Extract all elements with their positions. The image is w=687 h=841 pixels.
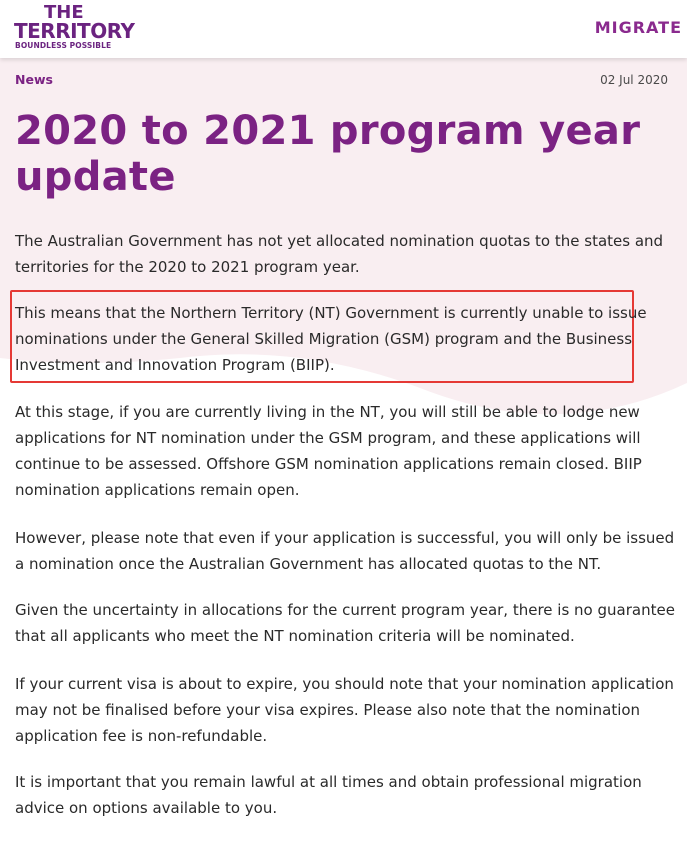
territory-logo[interactable]: [14, 2, 135, 52]
article-category[interactable]: News: [15, 72, 53, 87]
site-header: [0, 0, 687, 58]
logo-text-territory: TERRITORY: [14, 19, 135, 43]
logo-text-the: THE: [44, 2, 84, 23]
article-paragraph-4: However, please note that even if your application is successful, you will only be issued a nomination once the Australian Government has allocated quotas to the NT.: [15, 529, 675, 573]
article-paragraph-5: Given the uncertainty in allocations for the current program year, there is no guarantee that all applicants who meet the NT nomination criteria will be nominated.: [15, 601, 675, 645]
migrate-nav-link[interactable]: MIGRATE: [594, 18, 682, 37]
logo-tagline: BOUNDLESS POSSIBLE: [15, 41, 112, 50]
article-paragraph-3: At this stage, if you are currently living in the NT, you will still be able to lodge new applications for NT nomination under the GSM program, and these applications will continue to be assessed. Offshore GSM nomination applications remain closed. BIIP nomination applications remain open.: [15, 403, 642, 499]
article-paragraph-1: The Australian Government has not yet allocated nomination quotas to the states and territories for the 2020 to 2021 program year.: [15, 232, 664, 276]
article-paragraph-7: It is important that you remain lawful at all times and obtain professional migration advice on options available to you.: [15, 773, 642, 817]
article-date: 02 Jul 2020: [600, 73, 668, 87]
article-paragraph-6: If your current visa is about to expire, you should note that your nomination application may not be finalised before your visa expires. Please also note that the nomination application fee is non-refundable.: [15, 675, 674, 745]
page-title: 2020 to 2021 program year update: [15, 108, 641, 200]
article-paragraph-2: This means that the Northern Territory (NT) Government is currently unable to issue nominations under the General Skilled Migration (GSM) program and the Business Investment and Innovation Program (BIIP).: [15, 304, 647, 374]
